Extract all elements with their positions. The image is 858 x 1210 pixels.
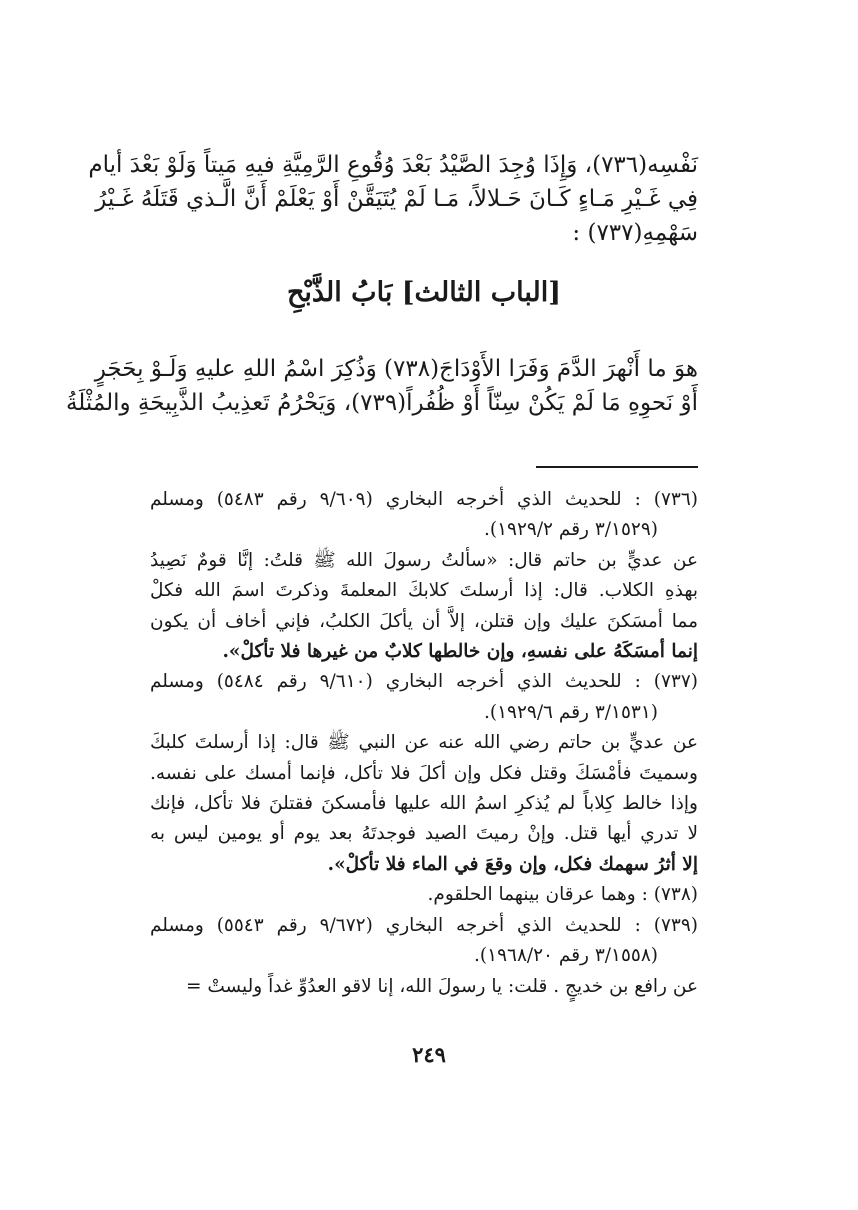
- footnote-reference-line: (٧٣٨) : وهما عرقان بينهما الحلقوم.: [427, 884, 698, 906]
- footnote-hadith-line: وإذا خالط كِلاباً لم يُذكرِ اسمُ الله عليها فأمسكنَ فقتلنَ فلا تأكل، فإنك: [150, 793, 698, 815]
- footnote-divider: [536, 466, 698, 468]
- footnote-reference-line: (٧٣٦) : للحديث الذي أخرجه البخاري (٩/٦٠٩ رقم ٥٤٨٣) ومسلم: [150, 489, 698, 510]
- footnote-hadith-line: إلا أثرُ سهمك فكل، وإن وقعَ في الماء فلا تأكلْ».: [327, 853, 698, 875]
- footnote-reference-line: (٧٣٧) : للحديث الذي أخرجه البخاري (٩/٦١٠ رقم ٥٤٨٤) ومسلم: [150, 671, 698, 693]
- footnote-reference-line: (٣/١٥٢٩ رقم ١٩٢٩/٢).: [483, 519, 658, 541]
- footnote-reference-line: (٣/١٥٣١ رقم ١٩٢٩/٦).: [483, 701, 658, 723]
- footnote-736: [150, 485, 698, 667]
- footnote-hadith-line: إنما أمسَكَهُ على نفسهِ، وإن خالطها كلابٌ من غيرها فلا تأكلْ».: [222, 641, 698, 663]
- footnote-hadith-line: مما أمسَكنَ عليك وإن قتلن، إلاَّ أن يأكلَ الكلبُ، فإني أخاف أن يكون: [150, 610, 698, 632]
- page-number: ٢٤٩: [412, 1042, 446, 1067]
- main-text-line: فِي غَـيْرِ مَـاءٍ كَـانَ حَـلالاً، مَـا لَمْ يُتَيَقَّنْ أَوْ يَعْلَمْ أَنَّ الَّـذي قَتَلَهُ غَـيْرُ: [95, 186, 698, 212]
- main-text-line: أَوْ نَحوِهِ مَا لَمْ يَكُنْ سِنّاً أَوْ ظُفُراً(٧٣٩)، وَيَحْرُمُ تَعذِيبُ الذَّبِيحَةِ والمُثْلَةُ: [65, 390, 698, 416]
- footnote-hadith-line: عن رافع بن خديجٍ . قلت: يا رسولَ الله، إنا لاقو العدُوِّ غداً وليستْ =: [185, 975, 698, 997]
- footnote-739: [150, 911, 698, 1002]
- footnote-738: [150, 880, 698, 910]
- main-text-line: نَفْسِه(٧٣٦)، وَإِذَا وُجِدَ الصَّيْدُ بَعْدَ وُقُوعِ الرَّمِيَّةِ فيهِ مَيتاً وَلَوْ بَعْدَ أيام: [88, 152, 698, 178]
- chapter-heading: [الباب الثالث] بَابُ الذَّبْحِ: [286, 277, 562, 308]
- main-text-paragraph-2: [65, 352, 698, 420]
- main-text-line: سَهْمِهِ(٧٣٧) :: [572, 220, 698, 246]
- footnote-737: [150, 667, 698, 880]
- footnotes-section: [150, 485, 698, 1002]
- footnote-reference-line: (٧٣٩) : للحديث الذي أخرجه البخاري (٩/٦٧٢ رقم ٥٥٤٣) ومسلم: [150, 914, 698, 936]
- footnote-hadith-line: بهذهِ الكلاب. قال: إذا أرسلتَ كلابكَ المعلمةَ وذكرتَ اسمَ الله فكلْ: [150, 580, 698, 602]
- footnote-hadith-line: وسميتَ فأمْسَكَ وقتل فكل وإن أكلَ فلا تأكل، فإنما أمسك على نفسه.: [150, 762, 698, 784]
- footnote-hadith-line: لا تدري أيها قتل. وإنْ رميتَ الصيد فوجدتَهُ بعد يوم أو يومين ليس به: [150, 823, 698, 845]
- footnote-reference-line: (٣/١٥٥٨ رقم ١٩٦٨/٢٠).: [474, 945, 658, 967]
- footnote-hadith-line: عن عديٍّ بن حاتم قال: «سألتُ رسولَ الله ﷺ قلتُ: إنَّا قومٌ نَصِيدُ: [150, 549, 698, 571]
- main-text-line: هوَ ما أَنْهرَ الدَّمَ وَفَرَا الأَوْدَاجَ(٧٣٨) وَذُكِرَ اسْمُ اللهِ عليهِ وَلَـوْ بِحَجَرٍ: [94, 356, 698, 382]
- footnote-hadith-line: عن عديٍّ بن حاتم رضي الله عنه عن النبي ﷺ قال: إذا أرسلتَ كلبكَ: [150, 732, 698, 754]
- main-text-paragraph-1: [88, 148, 698, 250]
